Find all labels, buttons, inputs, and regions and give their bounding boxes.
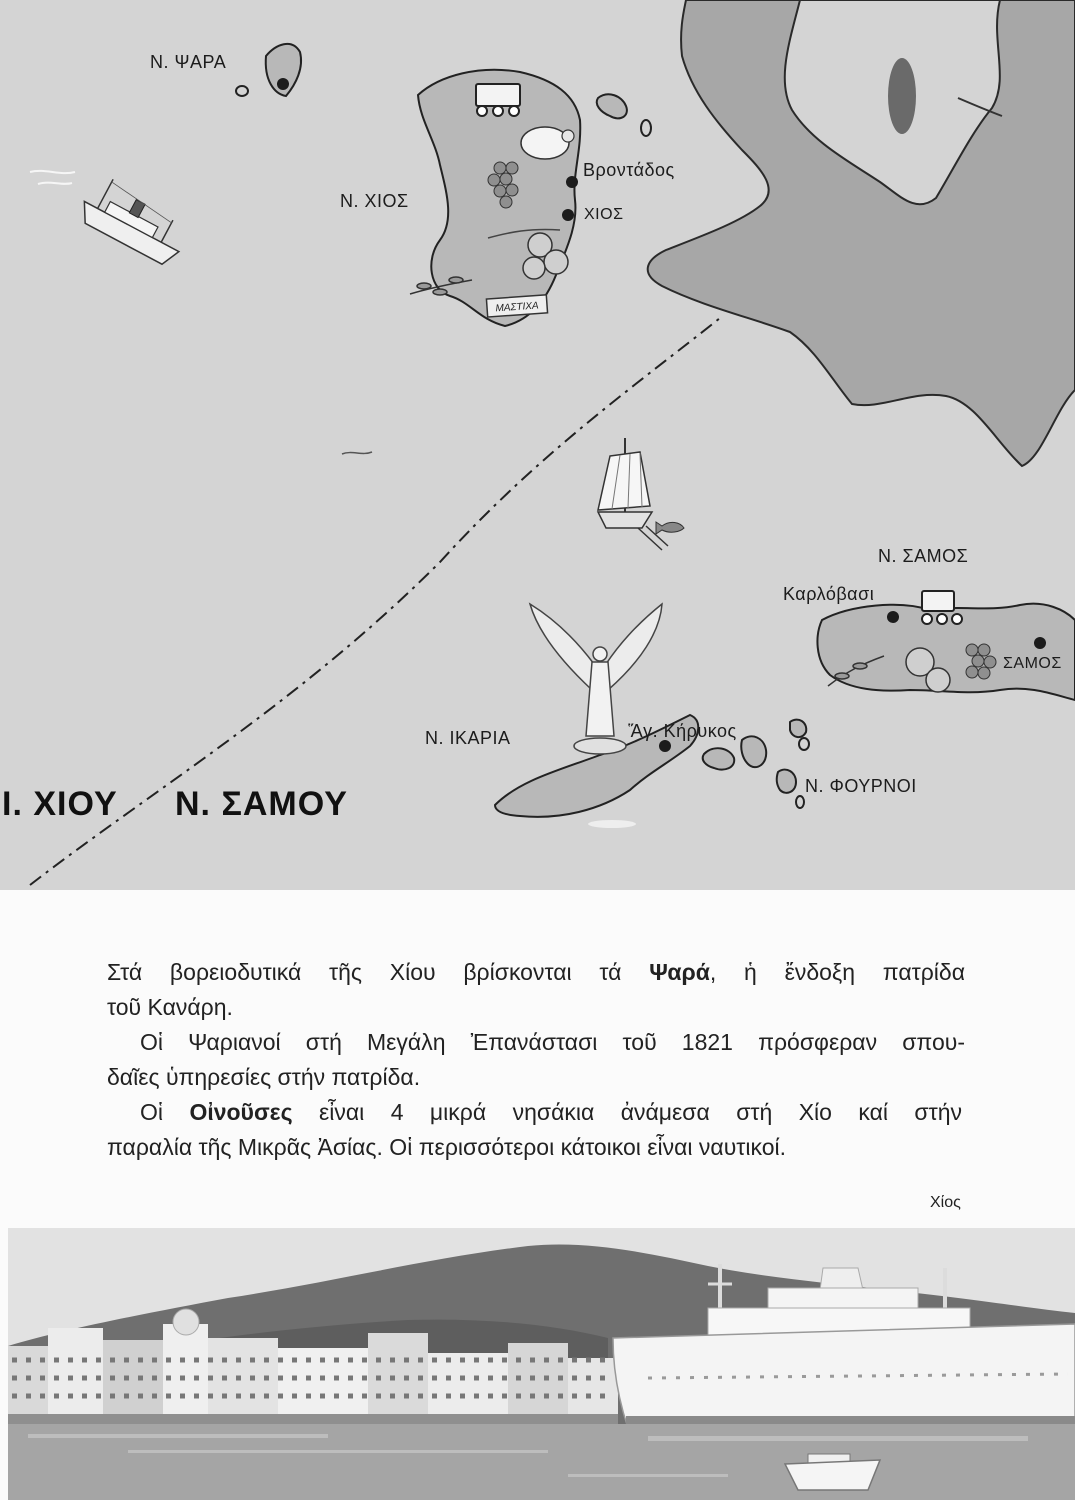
paragraph-2-line-1: Οἱ Ψαριανοί στή Μεγάλη Ἐπανάστασι τοῦ 1821 πρόσφεραν σπου- — [140, 1029, 965, 1055]
p1-bold-psara: Ψαρά — [649, 959, 710, 985]
psara-town-dot — [277, 78, 289, 90]
p3-bold-oinousses: Οἰνοῦσες — [189, 1099, 293, 1125]
gulf-islet — [888, 58, 916, 134]
p1-text-end: , ἡ ἔνδοξη πατρίδα — [709, 959, 965, 985]
chios-town-dot — [562, 209, 574, 221]
paragraph-3-line-1 — [140, 1095, 962, 1130]
label-psara: Ν. ΨΑΡΑ — [150, 52, 227, 72]
label-agios-kirykos: Ἅγ. Κήρυκος — [628, 721, 737, 741]
label-chios-island: Ν. ΧΙΟΣ — [340, 191, 409, 211]
photo-quay — [8, 1414, 618, 1424]
p3-text-start: Οἱ — [140, 1099, 190, 1125]
map-title-chios: Ι. ΧΙΟΥ — [2, 785, 118, 823]
ikaria-south-islet — [588, 820, 636, 828]
paragraph-1-line-1 — [107, 955, 965, 990]
paragraph-1-line-2: τοῦ Κανάρη. — [107, 994, 233, 1020]
mastic-sign — [486, 295, 547, 317]
vrontados-dot — [566, 176, 578, 188]
mastic-sign-text: ΜΑΣΤΙΧΑ — [495, 300, 540, 315]
samos-town-dot — [1034, 637, 1046, 649]
agios-kirykos-dot — [659, 740, 671, 752]
label-vrontados: Βροντάδος — [583, 160, 675, 180]
label-karlovasi: Καρλόβασι — [783, 584, 875, 604]
photo-caption: Χίος — [930, 1194, 961, 1211]
chios-harbor-photo — [8, 1228, 1075, 1500]
map-title-samos: Ν. ΣΑΜΟΥ — [175, 785, 348, 823]
p1-text-start: Στά βορειοδυτικά τῆς Χίου βρίσκονται τά — [107, 959, 650, 985]
paragraph-2-line-2: δαῖες ὑπηρεσίες στήν πατρίδα. — [107, 1064, 421, 1090]
p3-text-end: εἶναι 4 μικρά νησάκια ἀνάμεσα στή Χίο καί στήν — [292, 1099, 962, 1125]
karlovasi-dot — [887, 611, 899, 623]
label-ikaria: Ν. ΙΚΑΡΙΑ — [425, 728, 511, 748]
label-samos-town: ΣΑΜΟΣ — [1003, 655, 1062, 672]
label-samos-island: Ν. ΣΑΜΟΣ — [878, 546, 969, 566]
ox-cart-icon — [476, 84, 520, 116]
label-chios-town: ΧΙΟΣ — [584, 206, 624, 223]
label-fournoi: Ν. ΦΟΥΡΝΟΙ — [805, 776, 917, 796]
paragraph-3-line-2: παραλία τῆς Μικρᾶς Ἀσίας. Οἱ περισσότεροι κάτοικοι εἶναι ναυτικοί. — [107, 1134, 787, 1160]
